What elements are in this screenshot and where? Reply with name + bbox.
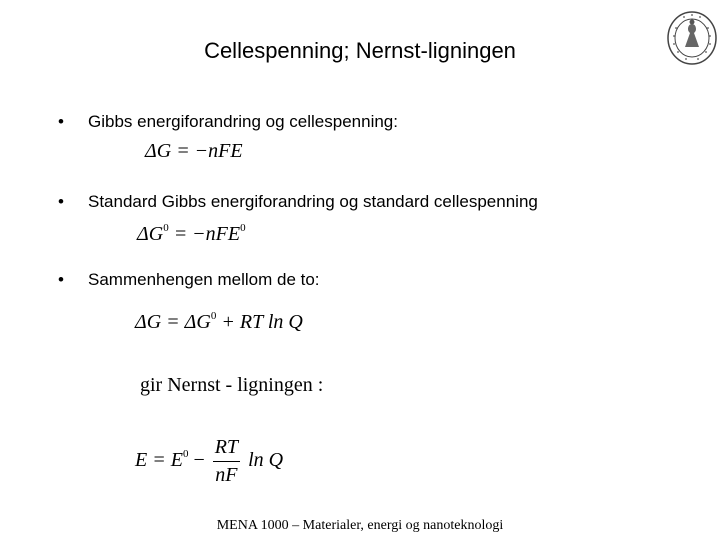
eq3-rhs: + RT ln Q (221, 311, 303, 333)
bullet-text-standard: Standard Gibbs energiforandring og standard cellespenning (88, 192, 538, 211)
equation-standard-gibbs (137, 222, 246, 246)
eq5-tail: ln Q (248, 449, 284, 472)
equation-delta-g-relation (135, 310, 303, 334)
eq3-lhs: ΔG = ΔG (135, 311, 211, 333)
eq5-lhs: E = E (135, 449, 183, 472)
eq2-rhs: = −nFE (173, 223, 241, 245)
bullet-marker: • (58, 270, 64, 289)
eq1-rhs: = −nFE (176, 140, 243, 162)
bullet-text-relation: Sammenhengen mellom de to: (88, 270, 320, 289)
eq1-lhs: ΔG (145, 140, 172, 162)
university-seal-icon (666, 10, 718, 66)
bullet-marker: • (58, 192, 64, 211)
eq2-lhs: ΔG (137, 223, 164, 245)
eq2-sup-rhs: 0 (240, 222, 246, 234)
eq5-numerator: RT (213, 436, 240, 462)
eq3-sup: 0 (210, 310, 217, 322)
eq5-denominator: nF (215, 464, 238, 486)
bullet-text-gibbs: Gibbs energiforandring og cellespenning: (88, 112, 398, 131)
slide-footer: MENA 1000 – Materialer, energi og nanoteknologi (216, 518, 504, 533)
equation-nernst (135, 436, 283, 487)
eq5-minus: − (193, 449, 205, 472)
bullet-marker: • (58, 112, 64, 131)
nernst-intro-text: gir Nernst - ligningen : (140, 374, 324, 396)
eq2-sup-lhs: 0 (163, 222, 169, 234)
eq5-fraction (213, 436, 240, 487)
equation-gibbs-cell-potential (145, 140, 243, 163)
slide-title: Cellespenning; Nernst-ligningen (204, 38, 516, 63)
eq5-sup: 0 (182, 448, 189, 461)
